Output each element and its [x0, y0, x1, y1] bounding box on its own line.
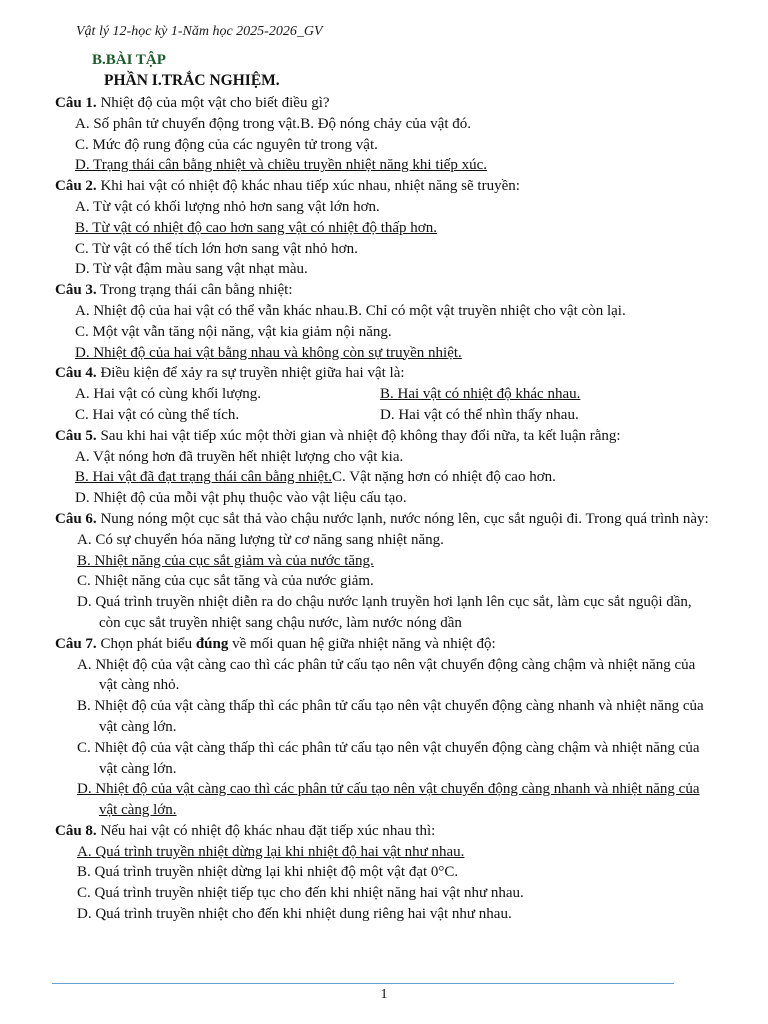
question-stem: [55, 509, 715, 530]
answer-row: [75, 384, 715, 405]
question-label: Câu 6.: [55, 510, 97, 527]
page-header: Vật lý 12-học kỳ 1-Năm học 2025-2026_GV: [76, 24, 323, 39]
question-label: Câu 8.: [55, 822, 97, 839]
correct-answer: D. Nhiệt độ của vật càng cao thì các phân tử cấu tạo nên vật chuyển động càng nhanh và nhiệt năng của vật càng lớn.: [77, 781, 700, 819]
answer-option-b: [75, 218, 715, 239]
question-text: về mối quan hệ giữa nhiệt năng và nhiệt độ:: [228, 635, 496, 652]
answer-option-d: [75, 343, 715, 364]
question-text: Nhiệt độ của một vật cho biết điều gì?: [96, 95, 330, 111]
footer-rule: [52, 983, 674, 984]
answer-option-a: A. Nhiệt độ của hai vật có thể vẫn khác nhau.: [75, 302, 349, 319]
answer-option-d: D. Nhiệt độ của mỗi vật phụ thuộc vào vật liệu cấu tạo.: [75, 490, 407, 507]
section-heading-part1: PHẦN I.TRẮC NGHIỆM.: [104, 72, 280, 89]
answer-option-b: B. Chỉ có một vật truyền nhiệt cho vật còn lại.: [348, 302, 626, 319]
question-stem: [55, 363, 715, 384]
question-text: Sau khi hai vật tiếp xúc một thời gian và nhiệt độ không thay đổi nữa, ta kết luận rằng:: [96, 427, 621, 444]
answer-option-d: D. Hai vật có thể nhìn thấy nhau.: [380, 406, 579, 423]
answer-option-d: [77, 779, 715, 821]
answer-option-a: [77, 842, 715, 863]
answer-option-d: [75, 155, 715, 176]
correct-answer: A. Quá trình truyền nhiệt dừng lại khi nhiệt độ hai vật như nhau.: [77, 843, 465, 860]
answer-option-d: D. Quá trình truyền nhiệt cho đến khi nhiệt dung riêng hai vật như nhau.: [77, 906, 512, 923]
answer-option-ab: [75, 301, 715, 322]
question-text: Khi hai vật có nhiệt độ khác nhau tiếp xúc nhau, nhiệt năng sẽ truyền:: [96, 178, 520, 195]
answer-option-b: [380, 384, 580, 405]
answer-row: [75, 405, 715, 426]
question-stem: [55, 821, 715, 842]
answer-option-a: A. Hai vật có cùng khối lượng.: [75, 386, 262, 403]
question-stem: [55, 634, 715, 655]
question-label: Câu 7.: [55, 635, 97, 652]
answer-option-c: C. Vật nặng hơn có nhiệt độ cao hơn.: [332, 469, 556, 486]
answer-option-c: C. Nhiệt độ của vật càng thấp thì các phân tử cấu tạo nên vật chuyển động càng chậm và nhiệt năng của vật càng lớn.: [77, 739, 700, 777]
answer-option-d: D. Từ vật đậm màu sang vật nhạt màu.: [75, 261, 308, 278]
correct-answer: B. Nhiệt năng của cục sắt giảm và của nước tăng.: [77, 552, 374, 569]
question-stem: [55, 93, 715, 114]
answer-option-c: C. Một vật vẫn tăng nội năng, vật kia giảm nội năng.: [75, 323, 392, 340]
answer-option-b: B. Quá trình truyền nhiệt dừng lại khi nhiệt độ một vật đạt 0°C.: [77, 864, 459, 881]
answer-option-ab: [75, 114, 715, 135]
question-emphasis: đúng: [195, 635, 229, 652]
correct-answer: D. Nhiệt độ của hai vật bằng nhau và không còn sự truyền nhiệt.: [75, 344, 462, 361]
page-number: 1: [380, 987, 388, 1002]
question-stem: [55, 176, 715, 197]
question-label: Câu 3.: [55, 282, 97, 299]
answer-option-a: A. Có sự chuyển hóa năng lượng từ cơ năng sang nhiệt năng.: [77, 531, 444, 548]
question-text: Trong trạng thái cân bằng nhiệt:: [96, 282, 293, 299]
answer-option-a: A. Nhiệt độ của vật càng cao thì các phân tử cấu tạo nên vật chuyển động càng chậm và nhiệt năng của vật càng nhỏ.: [77, 656, 696, 694]
question-stem: [55, 426, 715, 447]
answer-option-c: C. Mức độ rung động của các nguyên tử trong vật.: [75, 136, 378, 153]
question-label: Câu 2.: [55, 178, 97, 195]
section-heading-b: B.BÀI TẬP: [92, 52, 166, 68]
question-text: Điều kiện để xảy ra sự truyền nhiệt giữa hai vật là:: [96, 365, 405, 382]
answer-option-c: C. Hai vật có cùng thể tích.: [75, 406, 240, 423]
question-label: Câu 1.: [55, 95, 97, 111]
answer-option-c: C. Nhiệt năng của cục sắt tăng và của nước giảm.: [77, 573, 374, 590]
correct-answer: B. Từ vật có nhiệt độ cao hơn sang vật có nhiệt độ thấp hơn.: [75, 219, 437, 236]
answer-option-c: C. Từ vật có thể tích lớn hơn sang vật nhỏ hơn.: [75, 240, 358, 257]
question-list: [55, 93, 715, 925]
answer-option-b: B. Độ nóng chảy của vật đó.: [300, 115, 471, 132]
answer-option-b: [77, 551, 715, 572]
question-text: Nung nóng một cục sắt thả vào chậu nước lạnh, nước nóng lên, cục sắt nguội đi. Trong quá trình này:: [96, 510, 709, 527]
question-text: Chọn phát biểu: [96, 635, 196, 652]
answer-option-a: A. Số phân tử chuyển động trong vật.: [75, 115, 301, 132]
answer-option-d: D. Quá trình truyền nhiệt diễn ra do chậu nước lạnh truyền hơi lạnh lên cục sắt, làm cục sắt nguội dần, còn cục sắt truyền nhiệt sang chậu nước, làm nước nóng dần: [77, 594, 692, 631]
correct-answer: B. Hai vật có nhiệt độ khác nhau.: [380, 386, 581, 403]
correct-answer: B. Hai vật đã đạt trạng thái cân bằng nhiệt.: [75, 469, 332, 486]
answer-option-b: B. Nhiệt độ của vật càng thấp thì các phân tử cấu tạo nên vật chuyển động càng nhanh và nhiệt năng của vật càng lớn.: [77, 698, 704, 735]
question-label: Câu 4.: [55, 365, 97, 382]
question-stem: [55, 280, 715, 301]
question-label: Câu 5.: [55, 427, 97, 444]
answer-option-bc: [75, 467, 715, 488]
answer-option-a: A. Vật nóng hơn đã truyền hết nhiệt lượng cho vật kia.: [75, 448, 404, 465]
question-text: Nếu hai vật có nhiệt độ khác nhau đặt tiếp xúc nhau thì:: [96, 822, 436, 839]
answer-option-c: C. Quá trình truyền nhiệt tiếp tục cho đến khi nhiệt năng hai vật như nhau.: [77, 885, 524, 902]
correct-answer: D. Trạng thái cân bằng nhiệt và chiều truyền nhiệt năng khi tiếp xúc.: [75, 157, 487, 174]
answer-option-a: A. Từ vật có khối lượng nhỏ hơn sang vật lớn hơn.: [75, 198, 380, 215]
